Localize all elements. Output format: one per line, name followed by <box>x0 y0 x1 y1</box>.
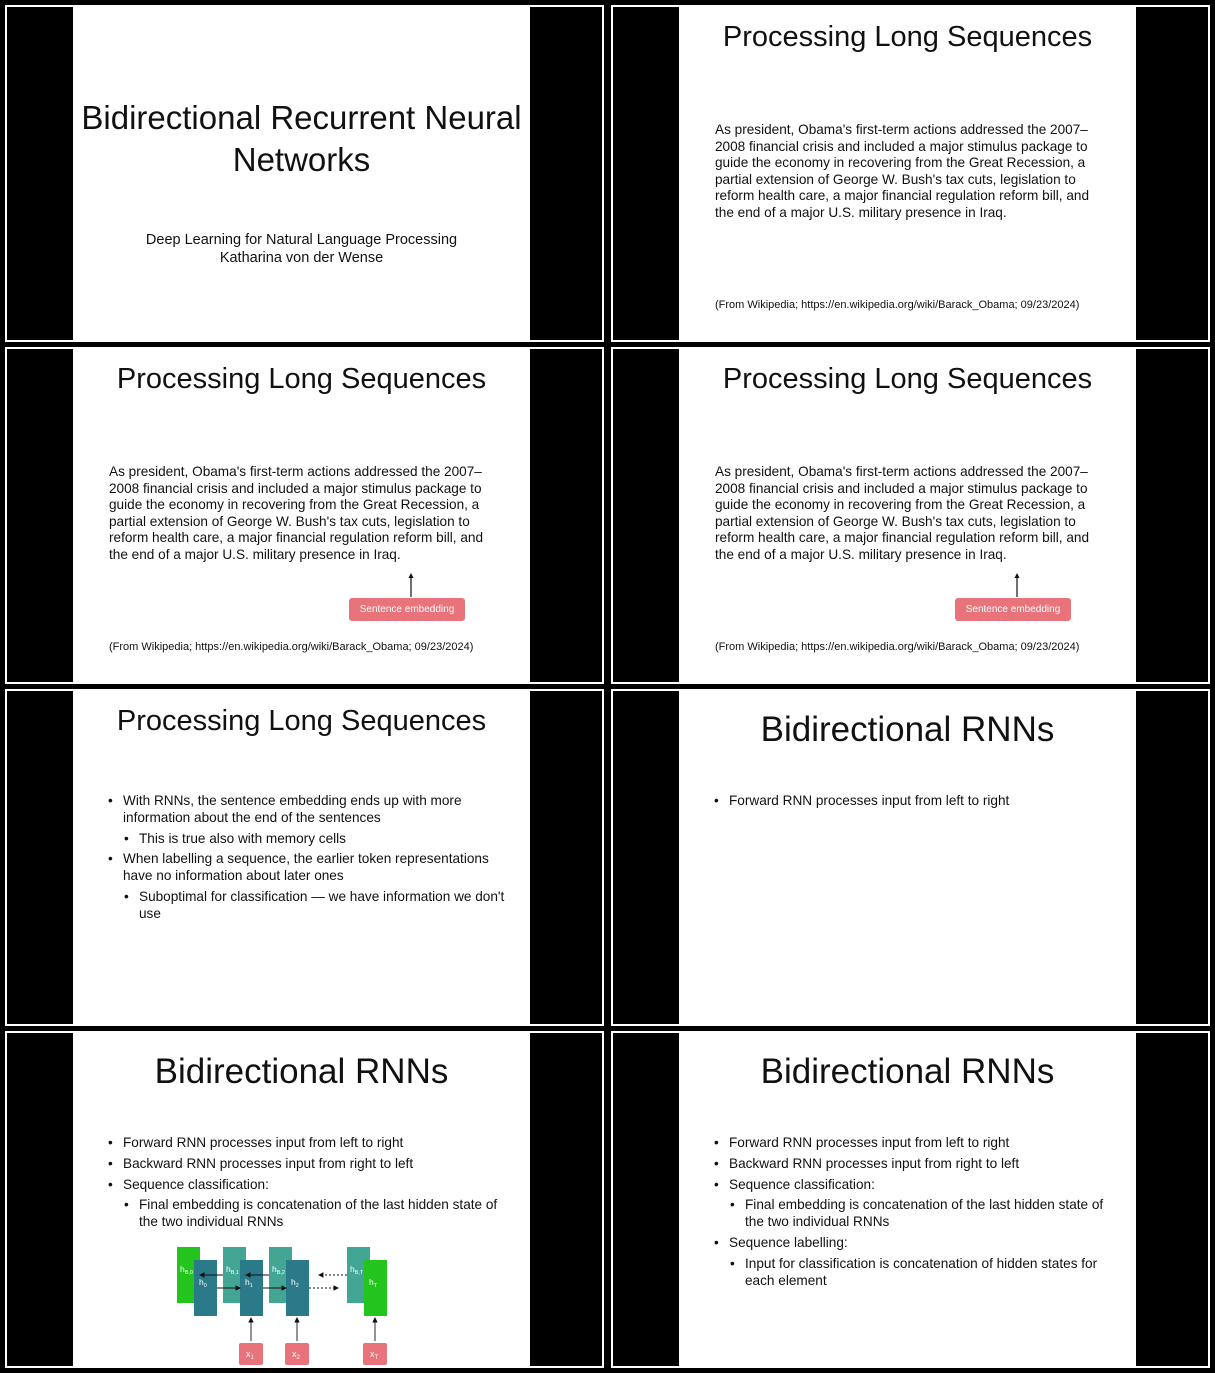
slide-thumbnail-5[interactable] <box>5 689 604 1026</box>
backward-label-2: $h_{B,2}$ <box>272 1264 285 1276</box>
forward-label-0: $h_0$ <box>199 1277 207 1289</box>
slide-thumbnail-4[interactable] <box>611 347 1210 684</box>
slide-thumbnail-6[interactable] <box>611 689 1210 1026</box>
sentence-embedding-box: Sentence embedding <box>349 598 465 621</box>
input-token-2 <box>285 1343 309 1365</box>
sub-bullet-item: • This is true also with memory cells <box>121 831 505 848</box>
slide-thumbnail-7[interactable] <box>5 1031 604 1368</box>
arrow-up-icon <box>1012 573 1022 597</box>
wikipedia-excerpt: As president, Obama's first-term actions addressed the 2007–2008 financial crisis and included a major stimulus package to guide the economy in recovering from the Great Recession, a partial extension of George W. Bush's tax cuts, legislation to reform health care, a major financial regulation reform bill, and the end of a major U.S. military presence in Iraq. <box>109 464 484 562</box>
slide-canvas <box>73 691 530 1024</box>
slide-canvas <box>73 7 530 340</box>
slide-canvas <box>73 1033 530 1366</box>
source-citation: (From Wikipedia; https://en.wikipedia.org/wiki/Barack_Obama; 09/23/2024) <box>109 641 474 653</box>
bullet-item: • With RNNs, the sentence embedding ends up with more information about the end of the sentences <box>105 793 505 827</box>
sub-bullet-item: • Input for classification is concatenation of hidden states for each element <box>727 1256 1111 1290</box>
bidirectional-rnn-diagram <box>173 1239 393 1366</box>
slide-canvas <box>679 7 1136 340</box>
bullet-item: • Sequence classification: <box>105 1177 505 1194</box>
source-citation: (From Wikipedia; https://en.wikipedia.org/wiki/Barack_Obama; 09/23/2024) <box>715 641 1080 653</box>
slide-canvas <box>679 349 1136 682</box>
slide-thumbnail-3[interactable] <box>5 347 604 684</box>
slide-thumbnail-8[interactable] <box>611 1031 1210 1368</box>
author-name: Katharina von der Wense <box>219 250 384 266</box>
slide-title: Processing Long Sequences <box>116 705 487 737</box>
slide-thumbnail-1[interactable] <box>5 5 604 342</box>
source-citation: (From Wikipedia; https://en.wikipedia.org/wiki/Barack_Obama; 09/23/2024) <box>715 299 1080 311</box>
slide-canvas <box>73 349 530 682</box>
bullet-item: • Backward RNN processes input from right to left <box>105 1156 505 1173</box>
cover-subtitle <box>73 231 530 267</box>
slide-title: Bidirectional RNNs <box>760 1052 1055 1091</box>
sentence-embedding-box: Sentence embedding <box>955 598 1071 621</box>
input-token-1 <box>239 1343 263 1365</box>
slide-title: Processing Long Sequences <box>116 363 487 395</box>
bullet-list <box>711 793 1111 814</box>
forward-label-2: $h_2$ <box>291 1277 299 1289</box>
slide-title: Processing Long Sequences <box>722 21 1093 53</box>
slide-thumbnail-2[interactable] <box>611 5 1210 342</box>
input-label-2: $x_2$ <box>292 1349 300 1361</box>
input-label-T: $x_T$ <box>370 1349 379 1361</box>
input-label-1: $x_1$ <box>246 1349 254 1361</box>
sub-bullet-item: • Final embedding is concatenation of the last hidden state of the two individual RNNs <box>727 1197 1111 1231</box>
bullet-list <box>711 1135 1111 1293</box>
bullet-list <box>105 793 505 927</box>
wikipedia-excerpt: As president, Obama's first-term actions addressed the 2007–2008 financial crisis and included a major stimulus package to guide the economy in recovering from the Great Recession, a partial extension of George W. Bush's tax cuts, legislation to reform health care, a major financial regulation reform bill, and the end of a major U.S. military presence in Iraq. <box>715 122 1090 220</box>
bullet-item: • Forward RNN processes input from left to right <box>711 793 1111 810</box>
course-name: Deep Learning for Natural Language Processing <box>145 232 458 248</box>
bullet-item: • When labelling a sequence, the earlier token representations have no information about later ones <box>105 851 505 885</box>
slide-canvas <box>679 1033 1136 1366</box>
arrow-up-icon <box>406 573 416 597</box>
bullet-list <box>105 1135 505 1235</box>
bullet-item: • Sequence classification: <box>711 1177 1111 1194</box>
slide-title: Bidirectional RNNs <box>760 710 1055 749</box>
input-token-T <box>363 1343 387 1365</box>
forward-label-1: $h_1$ <box>245 1277 253 1289</box>
slide-canvas <box>679 691 1136 1024</box>
bullet-item: • Forward RNN processes input from left to right <box>105 1135 505 1152</box>
slide-title: Bidirectional Recurrent Neural Networks <box>81 99 522 178</box>
backward-label-T: $h_{B,T}$ <box>350 1264 364 1276</box>
backward-label-0: $h_{B,0}$ <box>180 1264 193 1276</box>
bullet-item: • Backward RNN processes input from right to left <box>711 1156 1111 1173</box>
bullet-item: • Forward RNN processes input from left to right <box>711 1135 1111 1152</box>
forward-label-T: $h_T$ <box>369 1277 378 1289</box>
slide-title: Bidirectional RNNs <box>154 1052 449 1091</box>
sub-bullet-item: • Final embedding is concatenation of the last hidden state of the two individual RNNs <box>121 1197 505 1231</box>
slide-title: Processing Long Sequences <box>722 363 1093 395</box>
backward-label-1: $h_{B,1}$ <box>226 1264 239 1276</box>
sub-bullet-item: • Suboptimal for classification — we have information we don't use <box>121 889 505 923</box>
bullet-item: • Sequence labelling: <box>711 1235 1111 1252</box>
wikipedia-excerpt: As president, Obama's first-term actions addressed the 2007–2008 financial crisis and included a major stimulus package to guide the economy in recovering from the Great Recession, a partial extension of George W. Bush's tax cuts, legislation to reform health care, a major financial regulation reform bill, and the end of a major U.S. military presence in Iraq. <box>715 464 1090 562</box>
